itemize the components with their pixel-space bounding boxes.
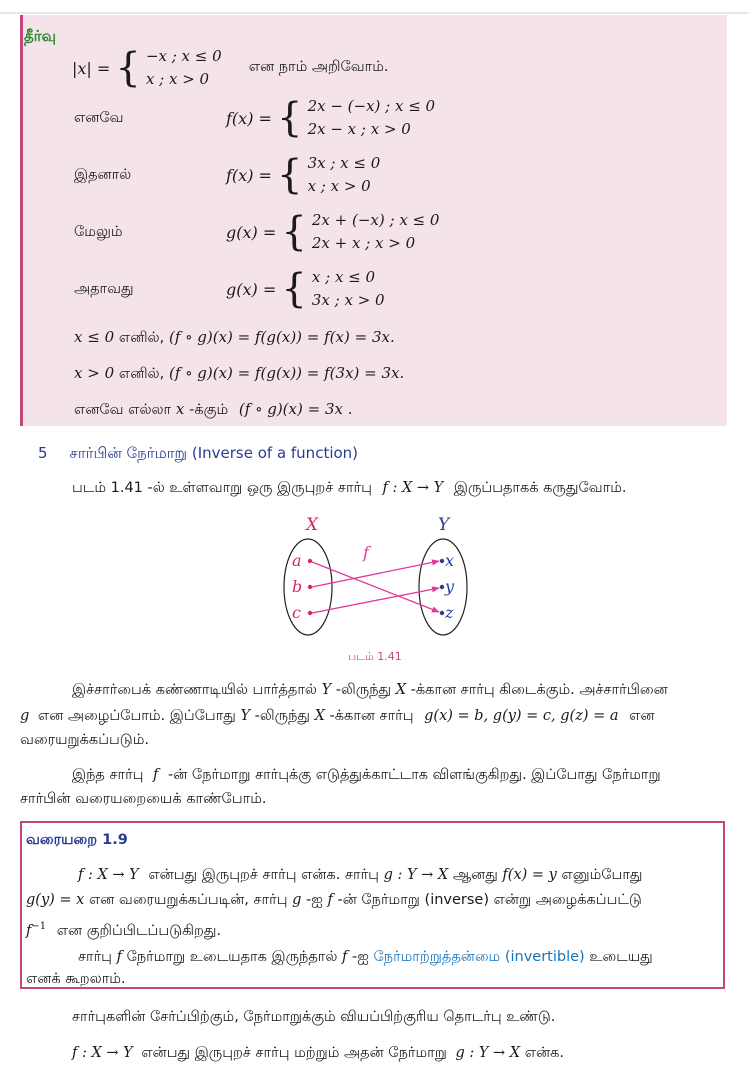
math: Y [240,708,251,724]
text: -க்கான சார்பு [329,708,414,724]
row-label-2: இதனால் [74,167,132,183]
math: f : X → Y [78,867,139,883]
text: -ஐ [351,949,369,965]
math: x [175,400,185,418]
codomain-element-x: x [445,551,455,570]
definition-heading: வரையறை 1.9 [26,832,128,848]
math: g(x) = b, g(y) = c, g(z) = a [424,708,619,724]
math: g [292,892,302,908]
intro-paragraph [72,475,626,502]
abs-note: என நாம் அறிவோம். [248,59,389,75]
mapping-diagram [270,510,480,645]
para1-line-2 [20,703,655,730]
case: 3x ; x ≤ 0 [307,154,381,172]
row-lhs-4: g(x) = [226,279,277,299]
math: (f ∘ g)(x) = 3x [238,400,343,418]
text: நேர்மாறு உடையதாக இருந்தால் [126,949,338,965]
section-heading [38,444,358,464]
case: 2x − (−x) ; x ≤ 0 [307,97,436,115]
para4 [72,1040,564,1067]
row-lhs-3: g(x) = [226,222,277,242]
conclusion-line-1 [74,328,395,348]
set-y-label: Y [438,515,450,535]
text: எனவே எல்லா [74,402,172,418]
text: இந்த சார்பு [72,767,144,783]
text: -லிருந்து [335,682,392,698]
case: x ; x > 0 [307,177,371,195]
math: f [26,922,32,939]
math: f [116,949,122,965]
math: X [314,708,325,724]
domain-element-b: b [292,577,303,596]
case: 2x + x ; x > 0 [311,234,416,252]
text: உடையது [589,949,653,965]
definition-line-4 [78,944,653,971]
math: g(y) = x [26,892,85,908]
text: . [347,400,353,418]
brace: { [277,95,303,141]
arrow-a-to-z [312,562,439,612]
row-cases-3 [312,209,440,255]
text: -ஐ [306,892,323,908]
text: இருப்பதாகக் கருதுவோம். [453,480,627,496]
math: f [327,892,333,908]
math: g [20,708,30,724]
math: X [395,682,407,698]
point-b [308,585,312,589]
math: g : Y → X [455,1045,521,1061]
text: எனில், [118,366,165,382]
top-rule [0,12,748,14]
brace: { [277,152,303,198]
para1-line-3: வரையறுக்கப்படும். [20,732,149,748]
row-label-4: அதாவது [74,281,134,297]
row-cases-4 [312,266,385,312]
para2-line-1 [72,762,661,789]
case: 3x ; x > 0 [311,291,385,309]
domain-element-a: a [292,551,302,570]
text: -ன் நேர்மாறு (inverse) என்று அழைக்கப்பட்டு [337,892,642,908]
figure-caption: படம் 1.41 [348,650,402,663]
text: எனில், [118,330,165,346]
math: g : Y → X [383,867,449,883]
point-y [440,585,444,589]
row-lhs-1: f(x) = [226,108,272,128]
text: என அழைப்போம். இப்போது [37,708,236,724]
abs-lhs: |x| = [72,58,111,78]
text: எனும்போது [561,867,643,883]
row-math-4 [226,266,385,312]
case: x ; x ≤ 0 [311,268,376,286]
section-number: 5 [38,444,48,462]
superscript: −1 [31,921,47,932]
text: என [629,708,655,724]
math: (f ∘ g)(x) = f(g(x)) = f(x) = 3x. [168,328,395,346]
codomain-element-z: z [445,603,454,622]
abs-case-1: −x ; x ≤ 0 [145,47,222,65]
row-cases-2 [308,152,381,198]
para3: சார்புகளின் சேர்ப்பிற்கும், நேர்மாறுக்கும் வியப்பிற்குரிய தொடர்பு உண்டு. [72,1009,556,1025]
text: சார்பு [78,949,112,965]
row-math-1 [226,95,435,141]
abs-case-2: x ; x > 0 [145,70,210,88]
math: f [342,949,348,965]
domain-element-c: c [292,603,301,622]
case: 2x + (−x) ; x ≤ 0 [311,211,440,229]
highlight-term: நேர்மாற்றுத்தன்மை (invertible) [373,949,585,965]
row-label-1: எனவே [74,110,124,126]
text: -க்கான சார்பு கிடைக்கும். அச்சார்பினை [410,682,668,698]
point-z [440,611,444,615]
row-label-3: மேலும் [74,224,123,240]
math: f(x) = y [502,867,557,883]
brace: { [115,45,141,91]
math: f [153,767,159,783]
text: இச்சார்பைக் கண்ணாடியில் பார்த்தால் [72,682,317,698]
conclusion-line-2 [74,364,404,384]
brace: { [281,266,307,312]
para2-line-2: சார்பின் வரையறையைக் காண்போம். [20,791,267,807]
math: x > 0 [74,364,115,382]
text: -லிருந்து [254,708,310,724]
math: (f ∘ g)(x) = f(g(x)) = f(3x) = 3x. [168,364,405,382]
row-cases-1 [308,95,436,141]
point-x [440,559,444,563]
para1-line-1 [72,677,668,704]
row-math-3 [226,209,439,255]
case: 2x − x ; x > 0 [307,120,411,138]
map-label: f [363,543,369,562]
text: என்பது இருபுறச் சார்பு என்க. சார்பு [148,867,379,883]
point-c [308,611,312,615]
text: என வரையறுக்கப்படின், சார்பு [88,892,288,908]
definition-line-3 [26,913,221,945]
text: -க்கும் [189,402,229,418]
text: படம் 1.41 -ல் உள்ளவாறு ஒரு இருபுறச் சார்பு [72,480,372,496]
codomain-element-y: y [445,577,455,596]
text: என்க. [524,1045,564,1061]
text: என்பது இருபுறச் சார்பு மற்றும் அதன் நேர்மாறு [141,1045,447,1061]
point-a [308,559,312,563]
text: என குறிப்பிடப்படுகிறது. [56,922,222,939]
math: x ≤ 0 [74,328,115,346]
abs-definition [72,45,389,91]
brace: { [281,209,307,255]
conclusion-line-3 [74,400,353,420]
section-title: சார்பின் நேர்மாறு (Inverse of a function) [69,444,359,462]
text: ஆனது [452,867,498,883]
abs-cases [146,45,222,91]
text: -ன் நேர்மாறு சார்புக்கு எடுத்துக்காட்டாக விளங்குகிறது. இப்போது நேர்மாறு [168,767,661,783]
set-x-label: X [306,515,319,535]
row-lhs-2: f(x) = [226,165,272,185]
definition-line-5: எனக் கூறலாம். [26,971,126,987]
math: Y [321,682,332,698]
math: f : X → Y [72,1045,133,1061]
solution-heading: தீர்வு [24,27,56,45]
definition-line-1 [78,862,643,889]
row-math-2 [226,152,380,198]
definition-line-2 [26,887,642,914]
math: f : X → Y [382,480,444,496]
